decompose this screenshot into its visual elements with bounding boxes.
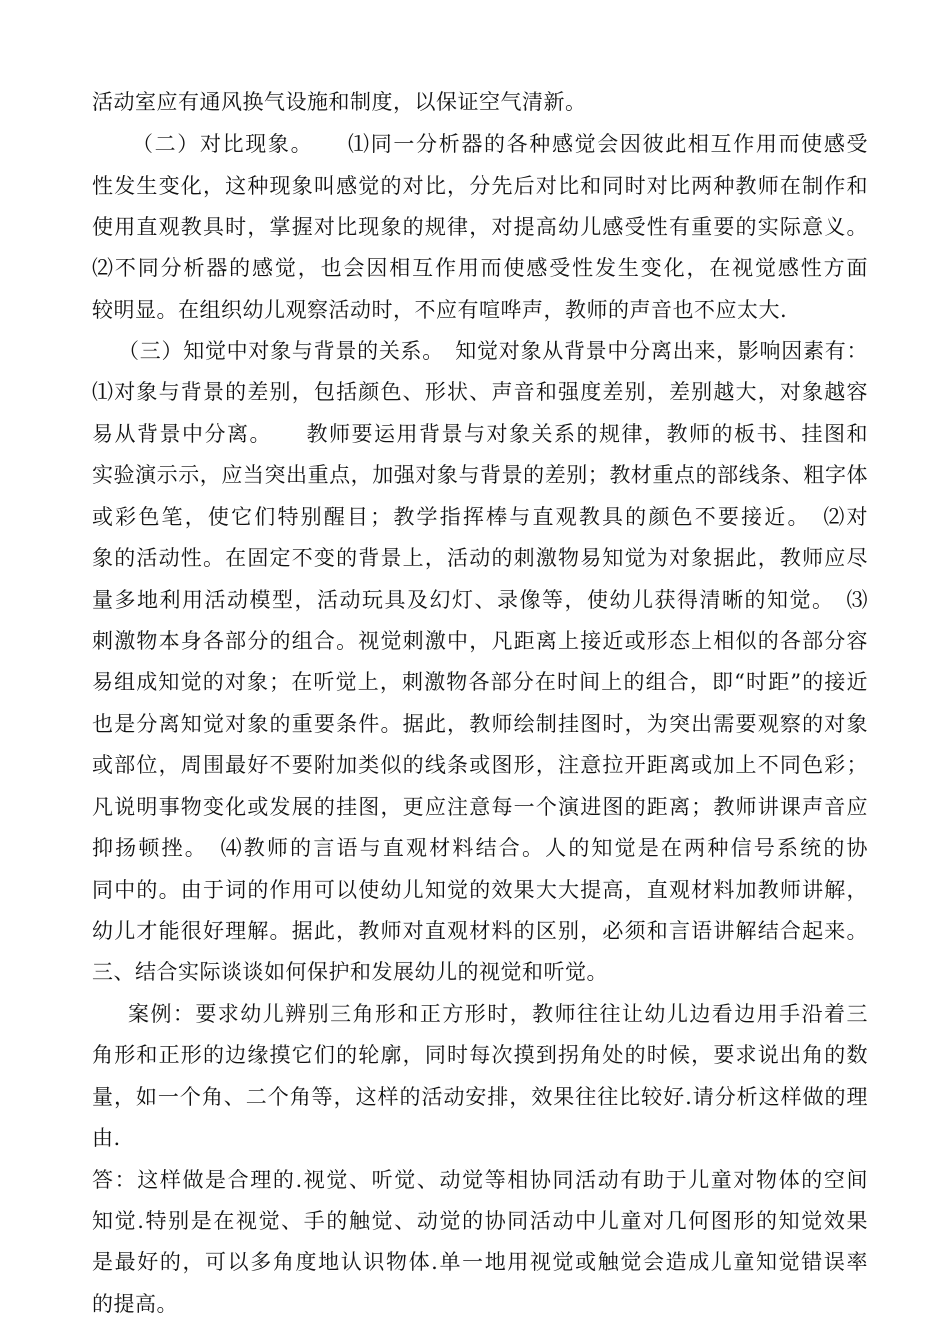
text-line-26: 由. [92, 1126, 121, 1150]
text-line-14: 刺激物本身各部分的组合。视觉刺激中，凡距离上接近或形态上相似的各部分容 [92, 629, 868, 653]
text-line-18: 凡说明事物变化或发展的挂图，更应注意每一个演进图的距离；教师讲课声音应 [92, 795, 868, 819]
text-line-5: ⑵不同分析器的感觉，也会因相互作用而使感受性发生变化，在视觉感性方面 [92, 256, 868, 280]
text-line-19: 抑扬顿挫。 ⑷教师的言语与直观材料结合。人的知觉是在两种信号系统的协 [92, 836, 868, 860]
text-line-12: 象的活动性。在固定不变的背景上，活动的刺激物易知觉为对象据此，教师应尽 [92, 546, 868, 570]
text-line-10: 实验演示示，应当突出重点，加强对象与背景的差别；教材重点的部线条、粗字体 [92, 463, 868, 487]
text-line-20: 同中的。由于词的作用可以使幼儿知觉的效果大大提高，直观材料加教师讲解， [92, 878, 868, 902]
text-line-30: 的提高。 [92, 1292, 178, 1316]
text-line-22: 三、结合实际谈谈如何保护和发展幼儿的视觉和听觉。 [92, 960, 608, 984]
text-line-13: 量多地利用活动模型，活动玩具及幻灯、录像等，使幼儿获得清晰的知觉。 ⑶ [92, 588, 868, 612]
text-line-27: 答：这样做是合理的.视觉、听觉、动觉等相协同活动有助于儿童对物体的空间 [92, 1168, 868, 1192]
text-line-15: 易组成知觉的对象；在听觉上，刺激物各部分在时间上的组合，即“时距”的接近 [92, 670, 868, 694]
text-line-2: （二）对比现象。 ⑴同一分析器的各种感觉会因彼此相互作用而使感受 [132, 132, 868, 156]
text-line-17: 或部位，周围最好不要附加类似的线条或图形，注意拉开距离或加上不同色彩； [92, 753, 868, 777]
text-line-6: 较明显。在组织幼儿观察活动时，不应有喧哗声，教师的声音也不应太大. [92, 298, 788, 322]
text-line-24: 角形和正形的边缘摸它们的轮廓，同时每次摸到拐角处的时候，要求说出角的数 [92, 1043, 868, 1067]
text-line-9: 易从背景中分离。 教师要运用背景与对象关系的规律，教师的板书、挂图和 [92, 422, 868, 446]
text-line-8: ⑴对象与背景的差别，包括颜色、形状、声音和强度差别，差别越大，对象越容 [92, 380, 868, 404]
text-line-11: 或彩色笔，使它们特别醒目；教学指挥棒与直观教具的颜色不要接近。 ⑵对 [92, 505, 868, 529]
text-line-23: 案例：要求幼儿辨别三角形和正方形时，教师往往让幼儿边看边用手沿着三 [128, 1002, 868, 1026]
text-line-3: 性发生变化，这种现象叫感觉的对比，分先后对比和同时对比两种教师在制作和 [92, 174, 868, 198]
text-line-4: 使用直观教具时，掌握对比现象的规律，对提高幼儿感受性有重要的实际意义。 [92, 215, 868, 239]
text-line-7: （三）知觉中对象与背景的关系。 知觉对象从背景中分离出来，影响因素有： [118, 339, 868, 363]
text-line-29: 是最好的，可以多角度地认识物体.单一地用视觉或触觉会造成儿童知觉错误率 [92, 1250, 868, 1274]
text-line-28: 知觉.特别是在视觉、手的触觉、动觉的协同活动中儿童对几何图形的知觉效果 [92, 1209, 868, 1233]
text-line-16: 也是分离知觉对象的重要条件。据此，教师绘制挂图时，为突出需要观察的对象 [92, 712, 868, 736]
text-line-21: 幼儿才能很好理解。据此，教师对直观材料的区别，必须和言语讲解结合起来。 [92, 919, 868, 943]
text-line-25: 量，如一个角、二个角等，这样的活动安排，效果往往比较好.请分析这样做的理 [92, 1085, 868, 1109]
text-line-1: 活动室应有通风换气设施和制度，以保证空气清新。 [92, 90, 587, 114]
